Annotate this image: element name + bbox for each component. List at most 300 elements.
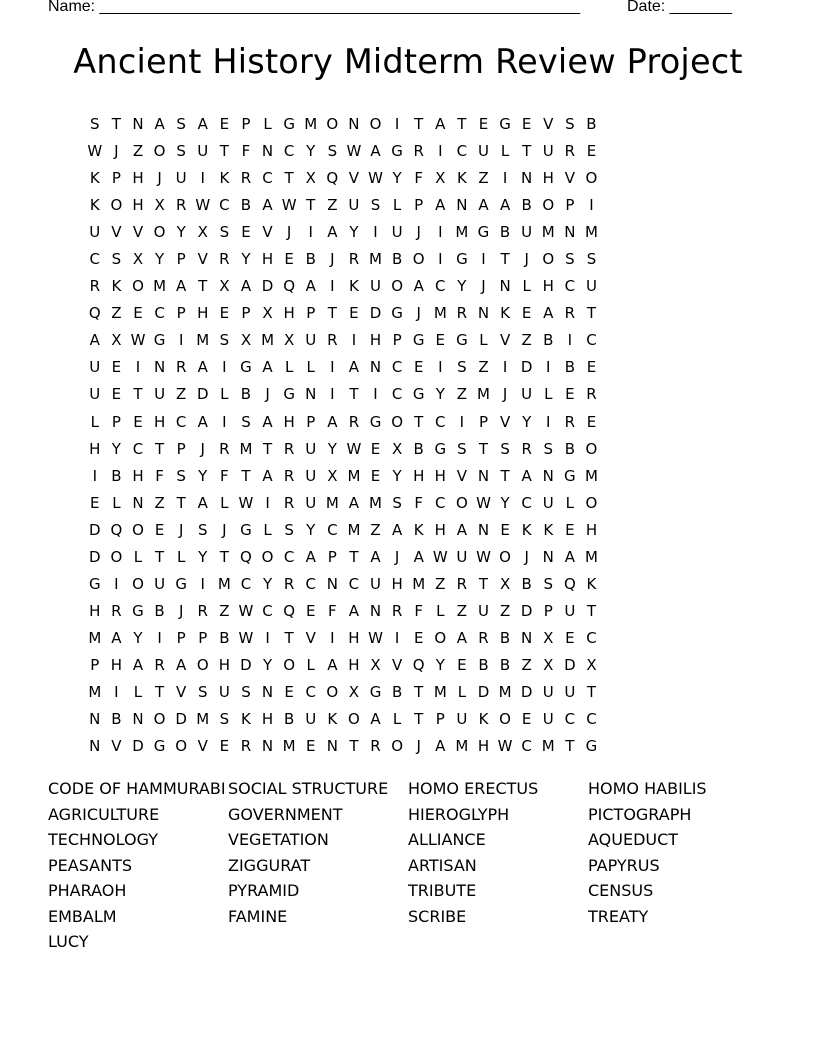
- grid-letter: R: [197, 601, 208, 620]
- grid-letter: U: [348, 196, 360, 215]
- grid-letter: N: [132, 493, 144, 512]
- grid-letter: T: [565, 737, 575, 756]
- name-field-label: Name: ______________________________________________________: [48, 0, 581, 15]
- word-bank-item: HOMO ERECTUS: [408, 779, 539, 798]
- grid-letter: B: [586, 115, 597, 133]
- grid-letter: L: [306, 358, 315, 377]
- grid-letter: H: [261, 250, 274, 269]
- grid-letter: X: [197, 223, 208, 242]
- grid-letter: I: [330, 358, 335, 377]
- grid-letter: H: [542, 169, 554, 188]
- grid-letter: L: [457, 682, 467, 701]
- grid-letter: S: [565, 115, 575, 133]
- grid-letter: R: [175, 358, 187, 377]
- grid-letter: L: [133, 547, 143, 566]
- grid-letter: J: [416, 304, 421, 323]
- grid-letter: N: [326, 737, 338, 756]
- grid-letter: Y: [241, 250, 251, 269]
- grid-letter: V: [456, 466, 468, 485]
- grid-letter: A: [348, 601, 360, 620]
- grid-letter: B: [283, 710, 295, 729]
- grid-letter: K: [111, 277, 122, 296]
- grid-letter: L: [90, 412, 99, 431]
- grid-letter: O: [348, 710, 360, 729]
- grid-letter: A: [305, 547, 316, 566]
- grid-letter: D: [89, 547, 101, 566]
- grid-letter: S: [586, 250, 597, 269]
- grid-letter: E: [349, 304, 359, 323]
- grid-letter: N: [542, 547, 554, 566]
- grid-letter: M: [196, 331, 210, 350]
- grid-letter: G: [564, 466, 576, 485]
- grid-letter: N: [477, 304, 490, 323]
- grid-letter: T: [241, 466, 251, 485]
- grid-letter: X: [543, 628, 554, 647]
- grid-letter: A: [413, 547, 424, 566]
- grid-letter: E: [219, 115, 230, 133]
- grid-row: [84, 573, 744, 600]
- grid-row: [84, 113, 744, 140]
- grid-letter: X: [370, 655, 381, 674]
- word-bank-item: ARTISAN: [408, 855, 477, 875]
- grid-letter: Y: [500, 493, 510, 512]
- word-bank-item: PICTOGRAPH: [588, 804, 692, 824]
- grid-letter: G: [369, 412, 382, 431]
- grid-letter: I: [546, 358, 551, 377]
- grid-letter: M: [88, 628, 102, 647]
- grid-letter: H: [110, 655, 123, 674]
- grid-letter: C: [154, 304, 165, 323]
- grid-letter: T: [500, 466, 510, 485]
- grid-letter: N: [89, 710, 101, 729]
- grid-letter: R: [564, 142, 576, 161]
- grid-letter: M: [455, 737, 469, 756]
- grid-letter: T: [154, 547, 165, 566]
- grid-letter: T: [478, 439, 489, 458]
- grid-letter: E: [521, 304, 532, 323]
- grid-letter: E: [565, 628, 575, 647]
- grid-letter: V: [197, 737, 208, 756]
- grid-letter: V: [176, 682, 187, 701]
- grid-row: [84, 248, 744, 275]
- grid-letter: O: [542, 196, 555, 215]
- word-bank-item: TECHNOLOGY: [48, 830, 158, 849]
- grid-letter: V: [262, 223, 273, 242]
- grid-letter: S: [457, 358, 467, 377]
- grid-letter: W: [238, 601, 254, 620]
- grid-letter: A: [478, 196, 489, 215]
- grid-letter: R: [154, 655, 165, 674]
- grid-letter: J: [330, 250, 335, 269]
- grid-letter: E: [586, 142, 597, 161]
- grid-letter: I: [330, 277, 335, 296]
- grid-letter: N: [89, 737, 101, 756]
- grid-row: [84, 735, 744, 762]
- grid-letter: A: [262, 412, 273, 431]
- word-bank-row: [48, 856, 788, 882]
- word-bank-item: PYRAMID: [228, 881, 300, 900]
- grid-letter: C: [564, 277, 576, 296]
- grid-letter: W: [346, 142, 362, 161]
- grid-letter: Q: [326, 169, 339, 188]
- grid-letter: G: [240, 520, 252, 539]
- grid-letter: H: [132, 196, 144, 215]
- grid-letter: U: [305, 493, 317, 512]
- grid-letter: H: [434, 520, 446, 539]
- grid-letter: U: [154, 385, 166, 404]
- grid-letter: L: [284, 358, 294, 377]
- grid-letter: X: [262, 304, 273, 323]
- grid-letter: O: [585, 169, 598, 188]
- grid-letter: Z: [521, 331, 532, 350]
- grid-row: [84, 654, 744, 681]
- grid-letter: S: [565, 250, 575, 269]
- grid-letter: W: [238, 493, 254, 512]
- grid-letter: G: [283, 385, 295, 404]
- grid-letter: Z: [154, 493, 165, 512]
- grid-letter: O: [542, 250, 555, 269]
- grid-letter: X: [391, 439, 403, 458]
- grid-letter: C: [262, 169, 273, 188]
- grid-letter: K: [456, 169, 467, 188]
- grid-letter: W: [195, 196, 211, 215]
- grid-letter: K: [521, 520, 532, 539]
- grid-letter: P: [435, 710, 445, 729]
- grid-letter: E: [478, 115, 489, 133]
- grid-letter: F: [414, 493, 424, 512]
- grid-letter: B: [543, 331, 554, 350]
- grid-letter: E: [586, 358, 597, 377]
- grid-letter: H: [283, 304, 295, 323]
- grid-letter: P: [565, 196, 575, 215]
- grid-letter: T: [586, 304, 597, 323]
- grid-letter: U: [456, 547, 468, 566]
- grid-letter: H: [542, 277, 554, 296]
- grid-letter: X: [499, 574, 511, 593]
- grid-letter: O: [175, 737, 188, 756]
- grid-letter: X: [111, 331, 122, 350]
- grid-letter: T: [586, 682, 597, 701]
- grid-letter: L: [112, 493, 121, 512]
- grid-letter: T: [349, 737, 359, 756]
- grid-letter: O: [153, 223, 166, 242]
- grid-letter: U: [542, 493, 554, 512]
- grid-letter: A: [543, 304, 554, 323]
- grid-letter: M: [304, 115, 318, 133]
- word-bank-item: CODE OF HAMMURABI: [48, 779, 226, 798]
- grid-letter: A: [348, 493, 360, 512]
- grid-letter: V: [132, 223, 144, 242]
- grid-letter: A: [456, 520, 468, 539]
- grid-letter: L: [220, 385, 229, 404]
- grid-letter: S: [392, 493, 402, 512]
- grid-letter: I: [459, 412, 465, 431]
- grid-letter: M: [217, 574, 231, 593]
- grid-letter: O: [499, 547, 511, 566]
- grid-letter: H: [89, 439, 101, 458]
- grid-letter: J: [265, 385, 270, 404]
- grid-letter: U: [175, 169, 187, 188]
- word-bank-item: EMBALM: [48, 906, 117, 926]
- grid-letter: X: [305, 169, 316, 188]
- grid-letter: U: [542, 142, 554, 161]
- grid-letter: W: [87, 142, 103, 161]
- grid-letter: C: [586, 710, 597, 729]
- grid-letter: N: [499, 277, 511, 296]
- grid-letter: V: [499, 331, 511, 350]
- grid-row: [84, 383, 744, 410]
- grid-letter: L: [565, 493, 575, 512]
- grid-letter: H: [283, 412, 295, 431]
- grid-letter: I: [394, 115, 400, 133]
- grid-letter: P: [306, 304, 316, 323]
- grid-letter: L: [392, 196, 402, 215]
- grid-letter: C: [521, 493, 532, 512]
- header-line: [48, 0, 748, 18]
- grid-letter: C: [262, 601, 273, 620]
- grid-letter: D: [240, 655, 252, 674]
- grid-letter: Z: [176, 385, 187, 404]
- grid-letter: N: [326, 574, 338, 593]
- grid-letter: U: [564, 682, 576, 701]
- grid-letter: L: [544, 385, 553, 404]
- grid-letter: N: [261, 142, 274, 161]
- grid-letter: N: [153, 358, 166, 377]
- grid-letter: H: [132, 466, 144, 485]
- grid-letter: Z: [132, 142, 144, 161]
- grid-letter: Z: [478, 169, 489, 188]
- grid-letter: D: [477, 682, 490, 701]
- grid-letter: R: [89, 277, 101, 296]
- grid-letter: O: [261, 547, 274, 566]
- grid-letter: S: [370, 196, 381, 215]
- grid-letter: G: [456, 250, 468, 269]
- grid-letter: R: [283, 439, 295, 458]
- grid-letter: B: [240, 385, 252, 404]
- grid-letter: A: [456, 628, 468, 647]
- grid-row: [84, 140, 744, 167]
- grid-letter: X: [132, 250, 144, 269]
- grid-letter: D: [369, 304, 382, 323]
- grid-letter: B: [391, 250, 403, 269]
- grid-letter: T: [414, 710, 424, 729]
- grid-letter: O: [455, 493, 468, 512]
- grid-letter: N: [521, 628, 533, 647]
- grid-letter: M: [584, 466, 598, 485]
- grid-letter: A: [435, 737, 446, 756]
- grid-letter: B: [564, 358, 575, 377]
- grid-letter: O: [153, 710, 166, 729]
- grid-letter: M: [433, 304, 447, 323]
- grid-letter: Y: [457, 277, 467, 296]
- grid-letter: A: [197, 493, 208, 512]
- grid-letter: R: [348, 412, 360, 431]
- grid-letter: I: [438, 358, 443, 377]
- grid-letter: U: [89, 358, 101, 377]
- grid-letter: G: [456, 331, 468, 350]
- grid-letter: B: [499, 628, 511, 647]
- grid-letter: A: [197, 358, 208, 377]
- grid-letter: J: [481, 277, 486, 296]
- grid-letter: R: [564, 304, 576, 323]
- grid-letter: U: [305, 710, 317, 729]
- grid-letter: O: [499, 710, 511, 729]
- grid-letter: Y: [392, 169, 402, 188]
- grid-letter: L: [500, 142, 510, 161]
- grid-letter: S: [111, 250, 122, 269]
- grid-letter: C: [283, 547, 295, 566]
- grid-letter: E: [219, 304, 230, 323]
- word-bank-row: [48, 907, 788, 933]
- grid-letter: M: [153, 277, 167, 296]
- grid-letter: B: [521, 574, 532, 593]
- grid-letter: G: [412, 385, 425, 404]
- grid-letter: E: [370, 466, 381, 485]
- grid-letter: U: [564, 601, 576, 620]
- grid-letter: E: [457, 655, 467, 674]
- grid-letter: L: [522, 277, 531, 296]
- grid-letter: C: [435, 493, 446, 512]
- grid-letter: J: [502, 385, 508, 404]
- grid-letter: F: [328, 601, 337, 620]
- grid-letter: T: [133, 385, 143, 404]
- grid-letter: K: [349, 277, 359, 296]
- grid-letter: E: [133, 304, 143, 323]
- grid-letter: I: [373, 223, 378, 242]
- word-bank-row: [48, 881, 788, 907]
- word-bank-item: PHARAOH: [48, 881, 127, 900]
- grid-letter: C: [521, 737, 532, 756]
- grid-row: [84, 600, 744, 627]
- grid-letter: R: [219, 439, 230, 458]
- word-bank-item: PEASANTS: [48, 855, 132, 875]
- grid-letter: O: [391, 277, 404, 296]
- grid-row: [84, 221, 744, 248]
- grid-row: [84, 302, 744, 329]
- grid-letter: E: [111, 358, 122, 377]
- grid-letter: A: [262, 358, 273, 377]
- grid-letter: R: [478, 628, 489, 647]
- grid-letter: X: [327, 466, 338, 485]
- grid-letter: O: [110, 196, 123, 215]
- grid-letter: Y: [306, 142, 316, 161]
- grid-letter: H: [585, 520, 598, 539]
- grid-letter: B: [391, 682, 403, 701]
- grid-letter: H: [348, 628, 360, 647]
- grid-letter: G: [391, 304, 403, 323]
- grid-letter: L: [133, 682, 143, 701]
- grid-letter: U: [305, 439, 317, 458]
- grid-letter: X: [154, 196, 165, 215]
- word-bank-item: TREATY: [588, 906, 649, 926]
- grid-letter: A: [435, 115, 446, 133]
- grid-letter: K: [89, 169, 100, 188]
- grid-letter: D: [89, 520, 101, 539]
- grid-letter: M: [498, 682, 512, 701]
- grid-letter: T: [284, 628, 294, 647]
- grid-letter: O: [153, 142, 166, 161]
- word-bank-item: VEGETATION: [228, 830, 329, 849]
- grid-letter: U: [521, 385, 533, 404]
- grid-letter: Z: [499, 601, 511, 620]
- grid-letter: H: [348, 655, 360, 674]
- grid-row: [84, 275, 744, 302]
- grid-letter: A: [370, 142, 381, 161]
- word-bank-row: [48, 805, 788, 831]
- grid-letter: U: [456, 710, 468, 729]
- grid-letter: B: [111, 466, 122, 485]
- grid-letter: N: [542, 466, 554, 485]
- grid-letter: G: [434, 439, 447, 458]
- grid-letter: S: [176, 115, 186, 133]
- grid-letter: Y: [154, 250, 165, 269]
- grid-letter: U: [305, 331, 317, 350]
- word-bank-item: GOVERNMENT: [228, 804, 343, 824]
- grid-letter: O: [283, 655, 296, 674]
- grid-letter: R: [348, 250, 360, 269]
- grid-letter: J: [394, 547, 400, 566]
- grid-letter: V: [111, 737, 122, 756]
- grid-letter: C: [240, 574, 252, 593]
- grid-letter: J: [157, 169, 162, 188]
- grid-letter: M: [369, 250, 382, 269]
- grid-letter: I: [438, 142, 443, 161]
- grid-letter: J: [416, 223, 421, 242]
- grid-letter: I: [394, 628, 400, 647]
- grid-letter: I: [438, 223, 443, 242]
- grid-letter: H: [477, 737, 490, 756]
- grid-letter: Z: [219, 601, 230, 620]
- grid-letter: E: [90, 493, 100, 512]
- grid-letter: I: [438, 250, 443, 269]
- grid-letter: B: [499, 655, 511, 674]
- grid-letter: Y: [262, 655, 273, 674]
- letter-grid: [84, 113, 744, 762]
- grid-letter: M: [239, 439, 253, 458]
- grid-letter: U: [477, 142, 489, 161]
- word-bank-item: HOMO HABILIS: [588, 779, 707, 798]
- grid-letter: P: [176, 304, 186, 323]
- grid-letter: O: [132, 574, 144, 593]
- grid-letter: D: [520, 682, 533, 701]
- grid-letter: Q: [88, 304, 101, 323]
- grid-letter: O: [412, 250, 425, 269]
- grid-letter: X: [348, 682, 360, 701]
- grid-letter: X: [543, 655, 554, 674]
- grid-letter: W: [130, 331, 146, 350]
- grid-letter: C: [586, 628, 597, 647]
- grid-letter: A: [435, 196, 446, 215]
- grid-letter: P: [176, 439, 186, 458]
- word-bank-item: AGRICULTURE: [48, 804, 160, 824]
- grid-letter: O: [369, 115, 382, 133]
- grid-letter: C: [348, 574, 360, 593]
- grid-row: [84, 708, 744, 735]
- grid-letter: R: [456, 574, 468, 593]
- grid-letter: J: [200, 439, 205, 458]
- grid-letter: E: [241, 223, 251, 242]
- grid-letter: C: [89, 250, 101, 269]
- grid-letter: A: [176, 277, 187, 296]
- grid-letter: U: [89, 223, 101, 242]
- grid-letter: C: [391, 358, 403, 377]
- grid-letter: I: [265, 628, 270, 647]
- word-bank-item: TRIBUTE: [408, 881, 477, 900]
- grid-letter: U: [585, 277, 597, 296]
- grid-letter: A: [499, 196, 511, 215]
- grid-row: [84, 411, 744, 438]
- grid-letter: M: [455, 223, 469, 242]
